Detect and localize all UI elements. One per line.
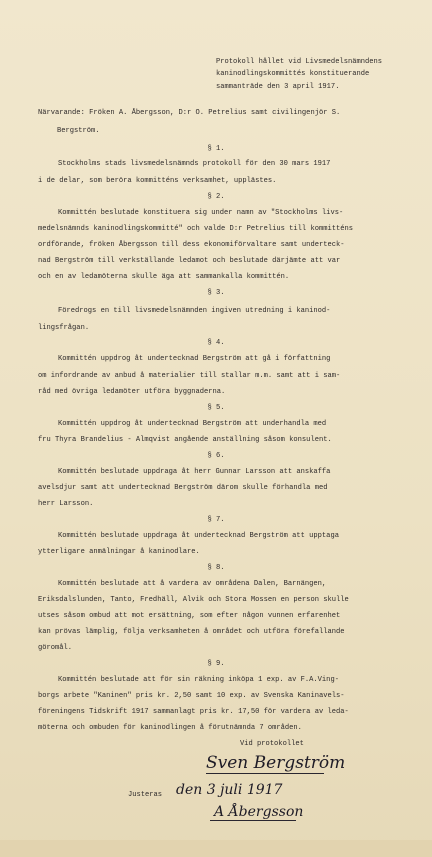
section-9-line-1: Kommittén beslutade att för sin räkning inköpa 1 exp. av F.A.Ving- bbox=[58, 676, 339, 684]
section-3-line-1: Föredrogs en till livsmedelsnämnden ingiven utredning i kaninod- bbox=[58, 307, 331, 315]
section-2-line-1: Kommittén beslutade konstituera sig under namn av "Stockholms livs- bbox=[58, 209, 344, 217]
handwritten-date: den 3 juli 1917 bbox=[176, 782, 283, 798]
chair-signature: A Åbergsson bbox=[214, 804, 304, 820]
section-2-line-4: nad Bergström till verkställande ledamot och beslutade därjämte att var bbox=[38, 257, 341, 265]
section-4-line-1: Kommittén uppdrog åt undertecknad Bergström att gå i författning bbox=[58, 355, 331, 363]
section-8-line-2: Eriksdalslunden, Tanto, Fredhäll, Alvik och Stora Mossen en person skulle bbox=[38, 596, 349, 604]
section-7-heading: § 7. bbox=[207, 516, 225, 524]
section-4-line-2: om infordrande av anbud å materialier till stallar m.m. samt att i sam- bbox=[38, 372, 341, 380]
section-8-line-3: utses såsom ombud att mot ersättning, som efter någon vunnen erfarenhet bbox=[38, 612, 341, 620]
section-9-line-2: borgs arbete "Kaninen" pris kr. 2,50 samt 10 exp. av Svenska Kaninavels- bbox=[38, 692, 345, 700]
section-3-line-2: lingsfrågan. bbox=[38, 324, 90, 332]
header-line-3: sammanträde den 3 april 1917. bbox=[216, 82, 340, 91]
section-5-heading: § 5. bbox=[207, 404, 225, 412]
secretary-signature: Sven Bergström bbox=[206, 753, 346, 773]
section-6-line-3: herr Larsson. bbox=[38, 500, 94, 508]
section-6-line-1: Kommittén beslutade uppdraga åt herr Gunnar Larsson att anskaffa bbox=[58, 468, 331, 476]
section-6-heading: § 6. bbox=[207, 452, 225, 460]
vid-protokollet: Vid protokollet bbox=[240, 740, 304, 748]
section-2-heading: § 2. bbox=[207, 193, 225, 201]
section-5-line-1: Kommittén uppdrog åt undertecknad Bergström att underhandla med bbox=[58, 420, 327, 428]
header-line-2: kaninodlingskommittés konstituerande bbox=[216, 70, 370, 79]
section-7-line-2: ytterligare anmälningar å kaninodlare. bbox=[38, 548, 200, 556]
section-2-line-5: och en av ledamöterna skulle äga att sammankalla kommittén. bbox=[38, 273, 290, 281]
section-9-heading: § 9. bbox=[207, 660, 225, 668]
section-3-heading: § 3. bbox=[207, 289, 225, 297]
section-1-heading: § 1. bbox=[207, 145, 225, 153]
section-8-line-1: Kommittén beslutade att å vardera av områdena Dalen, Barnängen, bbox=[58, 580, 327, 588]
protocol-header bbox=[216, 56, 426, 93]
header-line-1: Protokoll hållet vid Livsmedelsnämndens bbox=[216, 58, 383, 66]
section-6-line-2: avelsdjur samt att undertecknad Bergström därom skulle förhandla med bbox=[38, 484, 328, 492]
present-line-1: Närvarande: Fröken A. Åbergsson, D:r O. Petrelius samt civilingenjör S. bbox=[38, 109, 341, 117]
section-8-line-4: kan prövas lämplig, följa verksamheten å området och utföra förefallande bbox=[38, 628, 345, 636]
justeras-label: Justeras bbox=[128, 791, 163, 799]
section-1-line-1: Stockholms stads livsmedelsnämnds protokoll för den 30 mars 1917 bbox=[58, 160, 331, 168]
present-line-2: Bergström. bbox=[57, 127, 100, 135]
section-1-line-2: i de delar, som beröra kommitténs verksamhet, upplästes. bbox=[38, 177, 277, 185]
section-9-line-3: föreningens Tidskrift 1917 sammanlagt pris kr. 17,50 för vardera av leda- bbox=[38, 708, 349, 716]
section-5-line-2: fru Thyra Brandelius - Almqvist angående anställning såsom konsulent. bbox=[38, 436, 332, 444]
section-4-heading: § 4. bbox=[207, 339, 225, 347]
section-2-line-3: ordförande, fröken Åbergsson till dess ekonomiförvaltare samt underteck- bbox=[38, 241, 345, 249]
section-4-line-3: råd med övriga ledamöter utföra byggnaderna. bbox=[38, 388, 226, 396]
section-8-heading: § 8. bbox=[207, 564, 225, 572]
signature-underline-1 bbox=[206, 773, 324, 774]
signature-underline-2 bbox=[210, 820, 296, 821]
section-8-line-5: göromål. bbox=[38, 644, 73, 652]
section-7-line-1: Kommittén beslutade uppdraga åt undertecknad Bergström att upptaga bbox=[58, 532, 339, 540]
section-2-line-2: medelsnämnds kaninodlingskommitté" och valde D:r Petrelius till kommitténs bbox=[38, 225, 354, 233]
section-9-line-4: möterna och ombuden för kaninodlingen å förutnämnda 7 områden. bbox=[38, 724, 302, 732]
